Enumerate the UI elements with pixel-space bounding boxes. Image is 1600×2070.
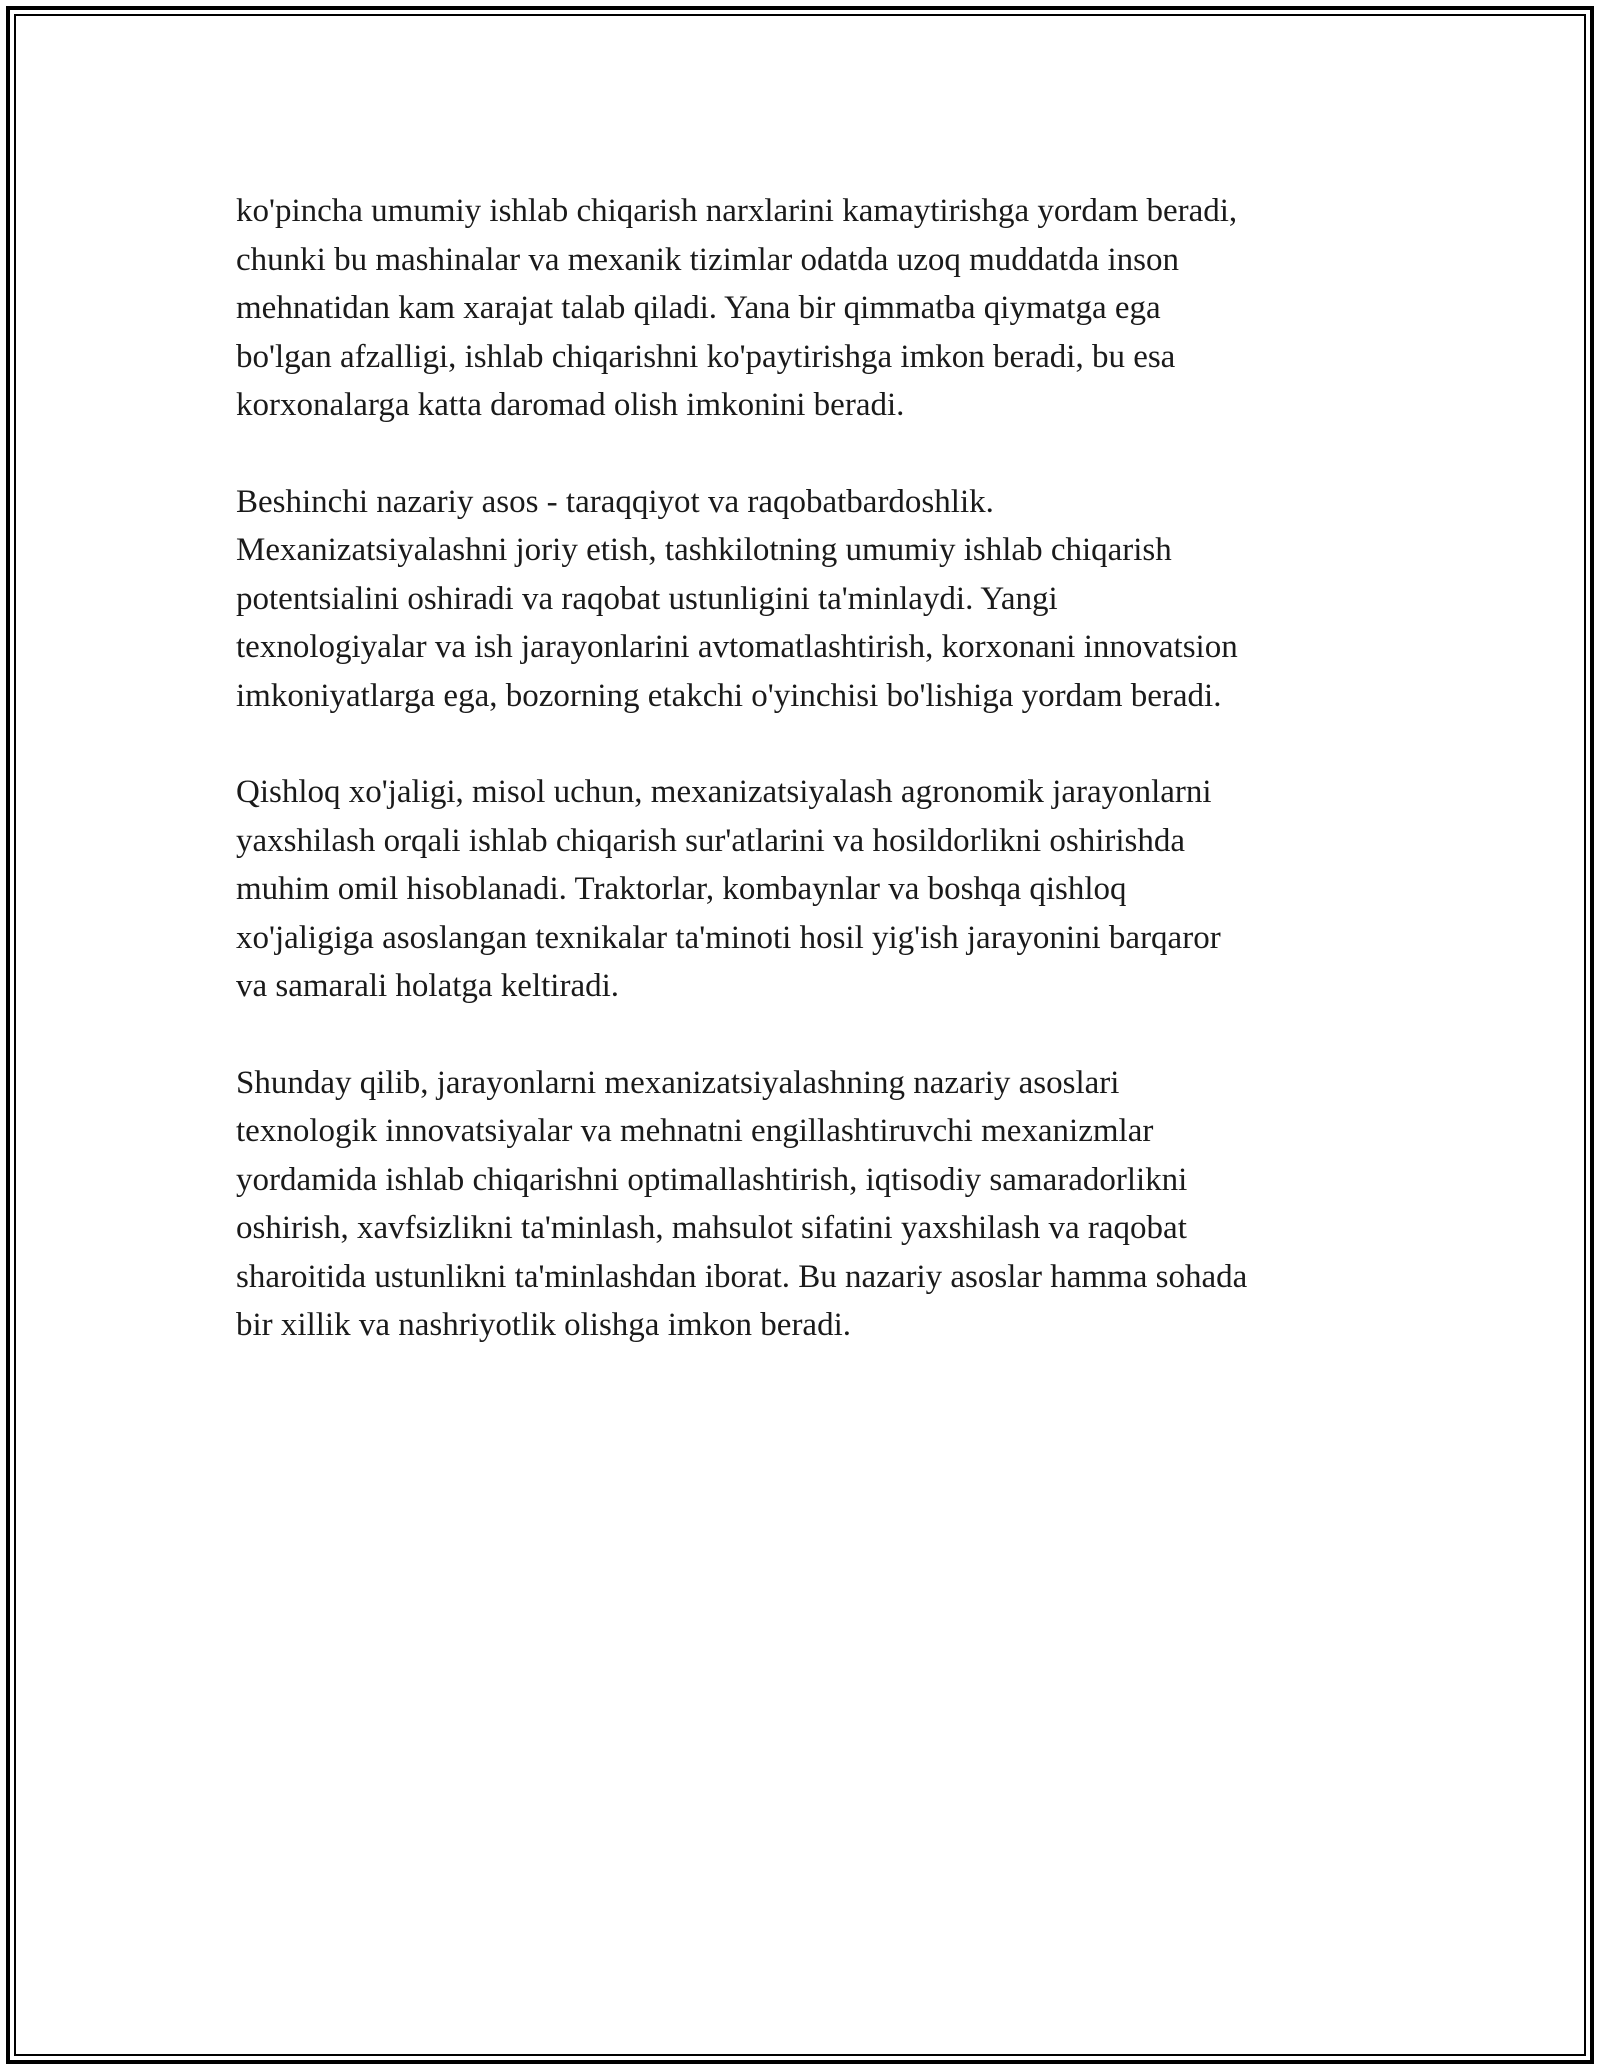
text-line: Shunday qilib, jarayonlarni mexanizatsiyalashning nazariy asoslari (236, 1064, 1120, 1101)
paragraph (236, 187, 1386, 430)
paragraph (236, 768, 1386, 1011)
paragraph (236, 1059, 1386, 1350)
text-line: xo'jaligiga asoslangan texnikalar ta'minoti hosil yig'ish jarayonini barqaror (236, 919, 1221, 956)
text-line: sharoitida ustunlikni ta'minlashdan iborat. Bu nazariy asoslar hamma sohada (236, 1258, 1248, 1295)
text-line: yordamida ishlab chiqarishni optimallashtirish, iqtisodiy samaradorlikni (236, 1161, 1188, 1198)
text-line: Mexanizatsiyalashni joriy etish, tashkilotning umumiy ishlab chiqarish (236, 532, 1172, 568)
text-line: korxonalarga katta daromad olish imkonini beradi. (236, 387, 905, 423)
text-line: mehnatidan kam xarajat talab qiladi. Yana bir qimmatba qiymatga ega (236, 290, 1161, 326)
text-line: oshirish, xavfsizlikni ta'minlash, mahsulot sifatini yaxshilash va raqobat (236, 1210, 1187, 1246)
text-line: texnologiyalar va ish jarayonlarini avtomatlashtirish, korxonani innovatsion (236, 629, 1238, 665)
text-line: ko'pincha umumiy ishlab chiqarish narxlarini kamaytirishga yordam beradi, (236, 193, 1238, 229)
text-line: texnologik innovatsiyalar va mehnatni engillashtiruvchi mexanizmlar (236, 1113, 1154, 1149)
text-line: Qishloq xo'jaligi, misol uchun, mexanizatsiyalash agronomik jarayonlarni (236, 774, 1212, 810)
document-body (236, 187, 1386, 1398)
text-line: imkoniyatlarga ega, bozorning etakchi o'yinchisi bo'lishiga yordam beradi. (236, 677, 1222, 714)
paragraph (236, 478, 1386, 721)
text-line: va samarali holatga keltiradi. (236, 968, 620, 1004)
text-line: bir xillik va nashriyotlik olishga imkon beradi. (236, 1307, 851, 1343)
text-line: muhim omil hisoblanadi. Traktorlar, kombaynlar va boshqa qishloq (236, 871, 1127, 907)
text-line: chunki bu mashinalar va mexanik tizimlar odatda uzoq muddatda inson (236, 241, 1179, 278)
text-line: potentsialini oshiradi va raqobat ustunligini ta'minlaydi. Yangi (236, 580, 1058, 617)
text-line: Beshinchi nazariy asos - taraqqiyot va raqobatbardoshlik. (236, 483, 994, 520)
text-line: yaxshilash orqali ishlab chiqarish sur'atlarini va hosildorlikni oshirishda (236, 822, 1186, 859)
text-line: bo'lgan afzalligi, ishlab chiqarishni ko'paytirishga imkon beradi, bu esa (236, 338, 1176, 375)
